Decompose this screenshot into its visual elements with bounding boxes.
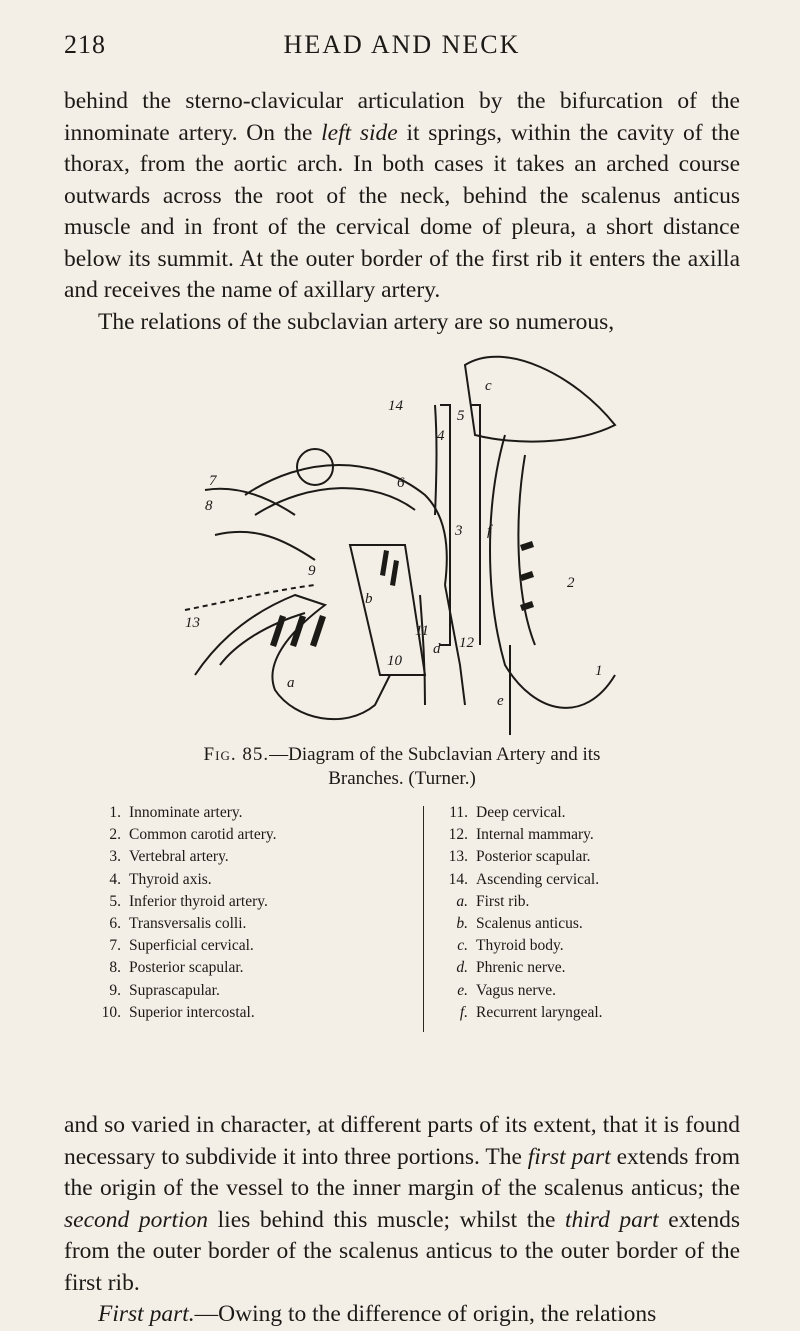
thyroid-body	[465, 357, 615, 442]
emphasis-second-portion: second portion	[64, 1206, 209, 1233]
paragraph	[64, 1299, 740, 1331]
legend-key: a.	[456, 892, 468, 910]
legend-column-left	[95, 802, 395, 1024]
legend-key: 12.	[448, 826, 468, 844]
legend-key: 7.	[109, 937, 121, 955]
legend-item	[442, 824, 722, 846]
carotid-column-right	[470, 405, 480, 645]
trachea-inner	[518, 455, 535, 645]
figure-label: 13	[185, 615, 200, 631]
legend-item	[95, 913, 395, 935]
legend-item	[442, 869, 722, 891]
text-run: the innominate artery. On the	[64, 88, 740, 146]
figure-label: 11	[415, 623, 429, 639]
legend-column-right	[442, 802, 722, 1024]
legend-item	[95, 935, 395, 957]
emphasis-first-part: first part	[527, 1143, 611, 1170]
figure-label: 12	[459, 635, 474, 651]
bottom-text-block	[64, 1110, 740, 1331]
figure-label: e	[497, 693, 504, 709]
text-run: lies behind this muscle; whilst the	[208, 1206, 565, 1233]
figure-label: f	[487, 523, 492, 539]
paragraph	[64, 1110, 740, 1299]
legend-key: b.	[456, 915, 468, 933]
subclavian-artery-diagram	[175, 345, 625, 735]
legend-item	[442, 913, 722, 935]
legend-item	[95, 802, 395, 824]
text-run: The relations of the subclavian artery are so numerous,	[98, 308, 615, 335]
caption-text: —Diagram of the Subclavian Artery and its	[269, 744, 601, 765]
legend-label: First rib.	[476, 892, 530, 910]
legend-label: Thyroid body.	[476, 937, 564, 955]
legend-item	[442, 802, 722, 824]
vertebral-artery	[435, 405, 437, 515]
legend-item	[442, 935, 722, 957]
text-run: —Owing to the difference of origin, the relations	[194, 1301, 657, 1327]
legend-label: Recurrent laryngeal.	[476, 1003, 603, 1021]
legend-key: 8.	[109, 959, 121, 977]
running-head: HEAD AND NECK	[283, 30, 521, 59]
legend-label: Common carotid artery.	[129, 826, 277, 844]
legend-key: f.	[459, 1003, 468, 1021]
figure-label: a	[287, 675, 295, 691]
figure-label: 3	[455, 523, 463, 539]
legend-key: 10.	[101, 1003, 121, 1021]
legend-item	[95, 1002, 395, 1024]
text-run: it springs, within the cavity of the thorax, from the aortic arch. In both cases it takes an arched course outwards across the root of the neck, behind the scalenus anticus muscle and in front of the cervical dome of pleura, a short distance below its summit. At the outer border of the first rib it enters the axilla and receives the name of axillary artery.	[64, 119, 740, 303]
legend-key: 1.	[109, 804, 121, 821]
figure-label: c	[485, 378, 492, 394]
legend-key: 9.	[109, 981, 121, 999]
figure-legend	[95, 802, 715, 1034]
legend-key: 2.	[109, 826, 121, 844]
legend-item	[442, 846, 722, 868]
figure-label: 8	[205, 498, 213, 514]
legend-key: e.	[457, 981, 468, 999]
legend-key: 14.	[448, 870, 468, 888]
legend-item	[95, 824, 395, 846]
figure-label: b	[365, 591, 373, 607]
figure-label: 7	[209, 473, 217, 489]
legend-item	[95, 869, 395, 891]
legend-item	[95, 957, 395, 979]
legend-item	[95, 846, 395, 868]
text-run: and so varied in character, at different parts of its extent, that it is found necessary to subdivide it into three portions. The	[64, 1112, 740, 1170]
legend-label: Transversalis colli.	[129, 915, 247, 933]
legend-item	[442, 957, 722, 979]
legend-key: 5.	[109, 892, 121, 910]
legend-item	[442, 980, 722, 1002]
legend-label: Innominate artery.	[129, 804, 243, 821]
legend-key: 11.	[449, 804, 468, 821]
figure-label: 5	[457, 408, 465, 424]
first-rib-outline	[195, 595, 390, 719]
legend-divider	[423, 806, 424, 1032]
suprascapular-branch	[215, 532, 315, 560]
legend-label: Inferior thyroid artery.	[129, 892, 268, 910]
legend-key: 3.	[109, 848, 121, 866]
legend-label: Posterior scapular.	[129, 959, 244, 977]
paragraph	[64, 307, 740, 339]
emphasis-left-side: left side	[321, 119, 398, 146]
legend-label: Internal mammary.	[476, 826, 594, 844]
emphasis-third-part: third part	[565, 1206, 659, 1233]
legend-label: Vertebral artery.	[129, 848, 229, 866]
figure-number: Fig. 85.	[203, 744, 270, 765]
legend-item	[95, 891, 395, 913]
legend-label: Vagus nerve.	[476, 981, 557, 999]
figure-label: 2	[567, 575, 575, 591]
legend-item	[442, 891, 722, 913]
figure-label: 1	[595, 663, 603, 679]
legend-label: Scalenus anticus.	[476, 915, 583, 933]
figure-label: 6	[397, 475, 405, 491]
figure-label: d	[433, 641, 441, 657]
legend-item	[442, 1002, 722, 1024]
legend-item	[95, 980, 395, 1002]
legend-label: Superior intercostal.	[129, 1003, 255, 1021]
legend-key: 4.	[109, 870, 121, 888]
figure-label: 14	[388, 398, 403, 414]
figure-caption	[64, 743, 740, 791]
paragraph	[64, 86, 740, 307]
posterior-scapular-branch	[185, 585, 315, 610]
page-number: 218	[64, 30, 106, 59]
subclavian-arch-inner	[255, 488, 415, 515]
legend-key: c.	[457, 937, 468, 955]
legend-label: Posterior scapular.	[476, 848, 591, 866]
text-run: extends from the origin of the vessel to the inner margin of the scalenus anticus; the	[64, 1143, 740, 1201]
legend-label: Deep cervical.	[476, 804, 566, 821]
legend-key: 13.	[448, 848, 468, 866]
subclavian-arch	[245, 465, 447, 585]
legend-label: Superficial cervical.	[129, 937, 254, 955]
legend-label: Phrenic nerve.	[476, 959, 566, 977]
figure-label: 10	[387, 653, 402, 669]
page-header	[64, 30, 740, 64]
legend-key: 6.	[109, 915, 121, 933]
top-text-block	[64, 86, 740, 338]
legend-label: Thyroid axis.	[129, 870, 212, 888]
text-run: extends from the outer border of the scalenus anticus to the outer border of the first rib.	[64, 1206, 740, 1296]
figure-label: 9	[308, 563, 316, 579]
legend-label: Ascending cervical.	[476, 870, 600, 888]
caption-text-line-2: Branches. (Turner.)	[328, 768, 476, 789]
figure-label: 4	[437, 428, 445, 444]
text-run: behind the sterno-clavicular articulation by the bifurcation of	[64, 88, 697, 114]
emphasis-first-part-heading: First part.	[98, 1301, 195, 1327]
legend-key: d.	[456, 959, 468, 977]
legend-label: Suprascapular.	[129, 981, 220, 999]
